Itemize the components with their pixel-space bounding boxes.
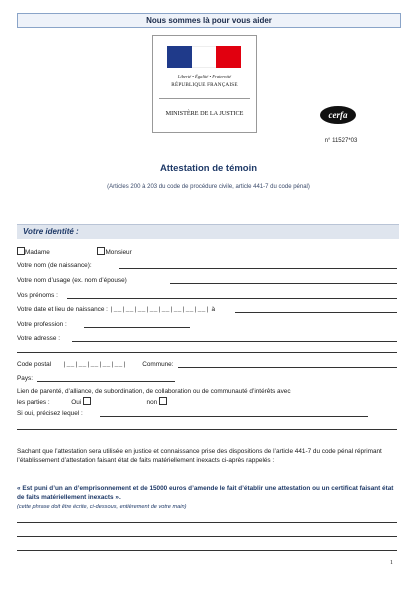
document-title: Attestation de témoin [159,163,258,174]
specify-label: Si oui, précisez lequel : [17,410,83,417]
commune-label: Commune: [142,361,174,368]
relationship-label: Lien de parenté, d’alliance, de subordination, de collaboration ou de communauté d’intérêts avec [17,388,291,395]
birth-date-label: Votre date et lieu de naissance : [17,306,108,313]
specify-field-2[interactable] [17,429,397,430]
handwriting-line-2[interactable] [17,536,397,537]
yes-checkbox[interactable] [83,397,91,405]
republic-name: RÉPUBLIQUE FRANÇAISE [171,82,238,88]
declaration-paragraph: Sachant que l’attestation sera utilisée en justice et connaissance prise des dispositions de l’article 441-7 du code pénal réprimant l’établissement d’attestation faisant état de faits matériellement inexacts ci-après rappelés : [17,448,382,464]
postal-row [17,361,174,368]
address-field-1[interactable] [72,341,397,342]
madame-label: Madame [25,249,50,256]
usage-name-field[interactable] [170,283,397,284]
birth-name-field[interactable] [119,268,397,269]
profession-label: Votre profession : [17,321,67,328]
postal-code-label: Code postal [17,361,52,368]
country-field[interactable] [37,381,175,382]
first-names-label: Vos prénoms : [17,292,58,299]
flag-blue-band [167,46,192,68]
first-names-field[interactable] [67,298,397,299]
ministry-logo [152,35,257,133]
french-flag-icon [167,46,241,68]
usage-name-label: Votre nom d’usage (ex. nom d’épouse) [17,277,127,284]
country-label: Pays: [17,375,33,382]
birth-date-boxes[interactable]: |__|__|__|__|__|__|__|__| [109,306,210,313]
cerfa-number: n° 11527*03 [324,138,358,144]
identity-section-header: Votre identité : [17,224,399,239]
civility-row [17,247,132,256]
handwriting-line-1[interactable] [17,522,397,523]
document-subtitle: (Articles 200 à 203 du code de procédure civile, article 441-7 du code pénal) [107,184,310,190]
address-label: Votre adresse : [17,335,60,342]
birth-place-at: à [211,306,216,313]
flag-red-band [216,46,241,68]
parties-label: les parties : [17,399,50,406]
declaration-note: (cette phrase doit être écrite, ci-dessous, entièrement de votre main) [17,504,187,510]
no-checkbox[interactable] [159,397,167,405]
logo-divider [159,98,250,99]
address-field-2[interactable] [17,352,397,353]
declaration-quote: « Est puni d’un an d’emprisonnement et de 15000 euros d’amende le fait d’établir une attestation ou un certificat faisant état de faits matériellement inexacts ». [17,485,394,501]
yes-label: Oui [71,399,82,406]
handwriting-line-3[interactable] [17,550,397,551]
no-label: non [146,399,158,406]
flag-white-band [192,46,217,68]
page-number: 1 [390,560,393,566]
birth-name-label: Votre nom (de naissance): [17,262,92,269]
madame-checkbox[interactable] [17,247,25,255]
parties-row [17,397,167,406]
birth-date-row [17,306,215,313]
ministry-name: MINISTÈRE DE LA JUSTICE [165,110,244,117]
profession-field[interactable] [84,327,190,328]
commune-field[interactable] [178,367,397,368]
help-banner[interactable]: Nous sommes là pour vous aider [17,13,401,28]
republic-motto: Liberté • Égalité • Fraternité [177,74,232,79]
birth-place-field[interactable] [235,312,397,313]
monsieur-label: Monsieur [105,249,132,256]
postal-code-boxes[interactable]: |__|__|__|__|__| [62,361,127,368]
cerfa-logo: cerfa [320,106,356,124]
specify-field-1[interactable] [100,416,368,417]
